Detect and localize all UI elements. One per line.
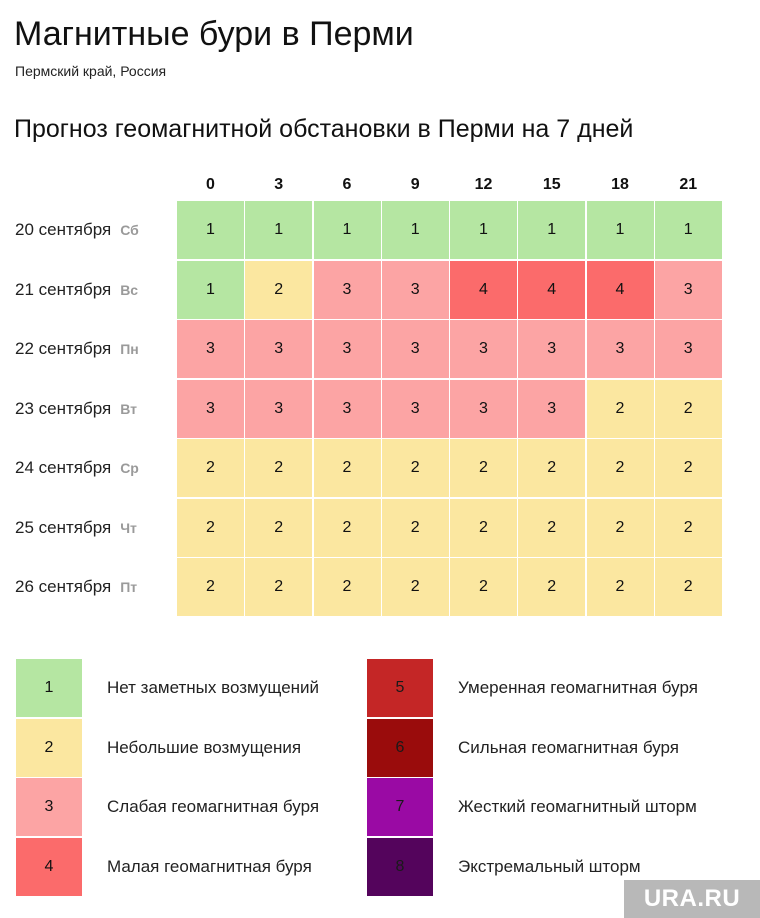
heatmap-cell: 2 (245, 439, 312, 497)
heatmap-cell: 2 (314, 439, 381, 497)
hour-header: 15 (542, 176, 561, 193)
heatmap-cell: 3 (655, 320, 722, 378)
heatmap-cell: 2 (655, 380, 722, 438)
row-label (15, 499, 137, 557)
row-weekday: Вт (120, 400, 137, 417)
heatmap-cell: 2 (245, 558, 312, 616)
row-label (15, 558, 137, 616)
hour-header: 0 (206, 176, 215, 193)
heatmap-cell: 2 (382, 499, 449, 557)
row-label (15, 320, 139, 378)
heatmap-cell: 4 (587, 261, 654, 319)
legend-swatch: 2 (16, 719, 82, 777)
row-date: 21 сентября (15, 279, 112, 299)
heatmap-cell: 3 (382, 320, 449, 378)
heatmap-cell: 2 (587, 380, 654, 438)
legend-label: Малая геомагнитная буря (107, 856, 312, 876)
hour-header: 21 (679, 176, 698, 193)
row-date: 23 сентября (15, 398, 112, 418)
heatmap-cell: 3 (314, 320, 381, 378)
heatmap-cell: 2 (587, 558, 654, 616)
heatmap-cell: 2 (518, 499, 585, 557)
page-title: Магнитные бури в Перми (14, 15, 414, 53)
row-date: 24 сентября (15, 458, 112, 477)
legend-swatch: 8 (367, 838, 433, 896)
legend-label: Сильная геомагнитная буря (458, 737, 679, 757)
heatmap-cell: 2 (587, 439, 654, 497)
legend-label: Экстремальный шторм (458, 856, 641, 876)
heatmap-cell: 1 (450, 201, 517, 259)
heatmap-cell: 2 (450, 439, 517, 497)
hour-header: 18 (611, 176, 629, 193)
heatmap-cell: 3 (245, 380, 312, 438)
row-weekday: Сб (120, 222, 139, 238)
legend-swatch: 5 (367, 659, 433, 717)
legend-swatch: 7 (367, 778, 433, 836)
legend-swatch: 6 (367, 719, 433, 777)
legend-label: Слабая геомагнитная буря (107, 797, 320, 816)
heatmap-cell: 3 (245, 320, 312, 378)
heatmap-cell: 3 (518, 380, 585, 438)
row-label (15, 261, 138, 319)
row-date: 22 сентября (15, 339, 112, 358)
legend-label: Небольшие возмущения (107, 737, 302, 757)
hour-header: 6 (342, 176, 352, 193)
heatmap-cell: 3 (518, 320, 585, 378)
heatmap-cell: 2 (518, 439, 585, 497)
heatmap-cell: 2 (314, 558, 381, 616)
heatmap-cell: 3 (450, 320, 517, 378)
heatmap-cell: 1 (655, 201, 722, 259)
heatmap-cell: 1 (518, 201, 585, 259)
row-weekday: Чт (120, 519, 137, 536)
heatmap-cell: 2 (655, 499, 722, 557)
page-subtitle: Пермский край, Россия (15, 63, 167, 79)
row-label (15, 380, 137, 438)
heatmap-cell: 1 (245, 201, 312, 259)
row-label (15, 201, 139, 259)
forecast-title: Прогноз геомагнитной обстановки в Перми на 7 дней (14, 115, 634, 143)
row-weekday: Пт (120, 579, 138, 595)
row-date: 20 сентября (15, 220, 112, 239)
heatmap-cell: 1 (314, 201, 381, 259)
heatmap-cell: 2 (177, 558, 244, 616)
row-weekday: Пн (120, 341, 139, 357)
heatmap-cell: 3 (655, 261, 722, 319)
row-label (15, 439, 139, 497)
heatmap-cell: 3 (177, 320, 244, 378)
row-date: 26 сентября (15, 577, 112, 596)
hour-header: 12 (474, 176, 493, 193)
heatmap-cell: 3 (314, 261, 381, 319)
legend-label: Умеренная геомагнитная буря (458, 678, 698, 697)
heatmap-cell: 2 (382, 558, 449, 616)
heatmap-cell: 1 (587, 201, 654, 259)
heatmap-cell: 1 (177, 261, 244, 319)
heatmap-cell: 1 (382, 201, 449, 259)
heatmap-cell: 2 (587, 499, 654, 557)
hour-header: 9 (410, 176, 420, 193)
legend-swatch: 4 (16, 838, 82, 896)
heatmap-cell: 3 (382, 261, 449, 319)
heatmap-cell: 3 (177, 380, 244, 438)
heatmap-cell: 2 (245, 499, 312, 557)
heatmap-cell: 2 (518, 558, 585, 616)
heatmap-cell: 4 (450, 261, 517, 319)
heatmap-cell: 2 (655, 558, 722, 616)
heatmap-cell: 3 (314, 380, 381, 438)
heatmap-cell: 2 (382, 439, 449, 497)
legend-swatch: 3 (16, 778, 82, 836)
heatmap-cell: 1 (177, 201, 244, 259)
legend-label: Жесткий геомагнитный шторм (458, 797, 697, 816)
heatmap-cell: 2 (177, 499, 244, 557)
heatmap-cell: 2 (655, 439, 722, 497)
watermark-logo: URA.RU (624, 880, 760, 918)
heatmap-cell: 2 (177, 439, 244, 497)
row-date: 25 сентября (15, 517, 112, 537)
heatmap-cell: 4 (518, 261, 585, 319)
legend-swatch: 1 (16, 659, 82, 717)
legend-label: Нет заметных возмущений (107, 678, 320, 697)
row-weekday: Ср (120, 460, 139, 476)
heatmap-cell: 2 (450, 499, 517, 557)
row-weekday: Вс (120, 281, 139, 298)
heatmap-cell: 2 (450, 558, 517, 616)
hour-header: 3 (274, 176, 284, 193)
heatmap-cell: 3 (587, 320, 654, 378)
heatmap-cell: 2 (314, 499, 381, 557)
heatmap-cell: 3 (450, 380, 517, 438)
heatmap-cell: 2 (245, 261, 312, 319)
heatmap-cell: 3 (382, 380, 449, 438)
